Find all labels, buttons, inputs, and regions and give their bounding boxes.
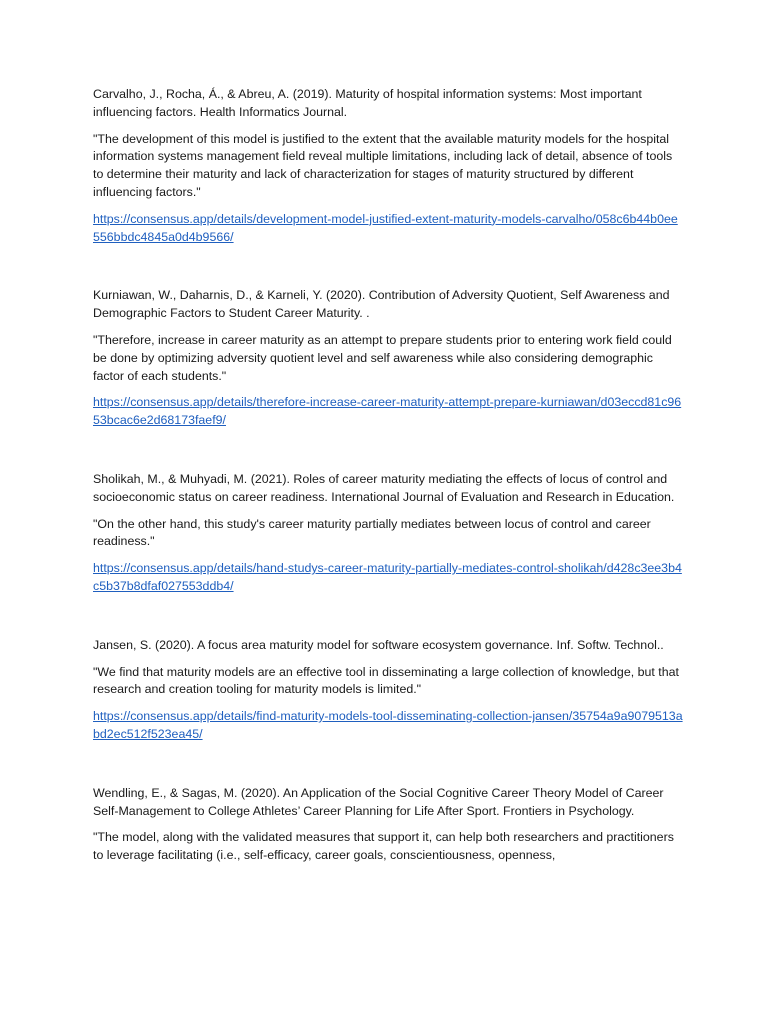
reference-citation: Carvalho, J., Rocha, Á., & Abreu, A. (2019). Maturity of hospital information systems: Most important influencing factors. Health Informatics Journal. — [93, 87, 642, 119]
reference-citation: Jansen, S. (2020). A focus area maturity model for software ecosystem governance. Inf. Softw. Technol.. — [93, 637, 664, 652]
reference-link[interactable]: https://consensus.app/details/development-model-justified-extent-maturity-models-carvalho/058c6b44b0ee556bbdc4845a0d4b9566/ — [93, 211, 678, 244]
reference-link[interactable]: https://consensus.app/details/therefore-increase-career-maturity-attempt-prepare-kurniawan/d03eccd81c9653bcac6e2d68173faef9/ — [93, 395, 682, 428]
reference-link[interactable]: https://consensus.app/details/hand-studys-career-maturity-partially-mediates-control-sholikah/d428c3ee3b4c5b37b8dfaf027553ddb4/ — [93, 561, 682, 593]
reference-citation: Kurniawan, W., Daharnis, D., & Karneli, Y. (2020). Contribution of Adversity Quotient, Self Awareness and Demographic Factors to Student Career Maturity. . — [93, 288, 670, 321]
reference-quote: "The development of this model is justified to the extent that the available maturity models for the hospital information systems management field reveal multiple limitations, including lack of detail, absence of tools to determine their maturity and lack of characterization for stages of maturity structured by different influencing factors." — [93, 131, 673, 199]
reference-entry — [93, 287, 683, 430]
reference-quote: "The model, along with the validated measures that support it, can help both researchers and practitioners to leverage facilitating (i.e., self-efficacy, career goals, conscientiousness, openness, — [93, 830, 674, 863]
reference-entry — [93, 637, 683, 744]
reference-citation: Wendling, E., & Sagas, M. (2020). An Application of the Social Cognitive Career Theory Model of Career Self-Management to College Athletes’ Career Planning for Life After Sport. Frontiers in Psychology. — [93, 785, 664, 818]
reference-quote: "On the other hand, this study's career maturity partially mediates between locus of control and career readiness." — [93, 516, 651, 549]
reference-entry — [93, 86, 683, 246]
reference-entry — [93, 785, 683, 865]
reference-link[interactable]: https://consensus.app/details/find-maturity-models-tool-disseminating-collection-jansen/35754a9a9079513abd2ec512f523ea45/ — [93, 709, 683, 741]
document-page — [93, 86, 683, 906]
reference-entry — [93, 471, 683, 596]
reference-quote: "We find that maturity models are an effective tool in disseminating a large collection of knowledge, but that research and creation tooling for maturity models is limited." — [93, 664, 679, 697]
reference-citation: Sholikah, M., & Muhyadi, M. (2021). Roles of career maturity mediating the effects of locus of control and socioeconomic status on career readiness. International Journal of Evaluation and Research in Education. — [93, 471, 675, 504]
reference-quote: "Therefore, increase in career maturity as an attempt to prepare students prior to entering work field could be done by optimizing adversity quotient level and self awareness while also considering demographic factor of each students." — [93, 332, 672, 383]
